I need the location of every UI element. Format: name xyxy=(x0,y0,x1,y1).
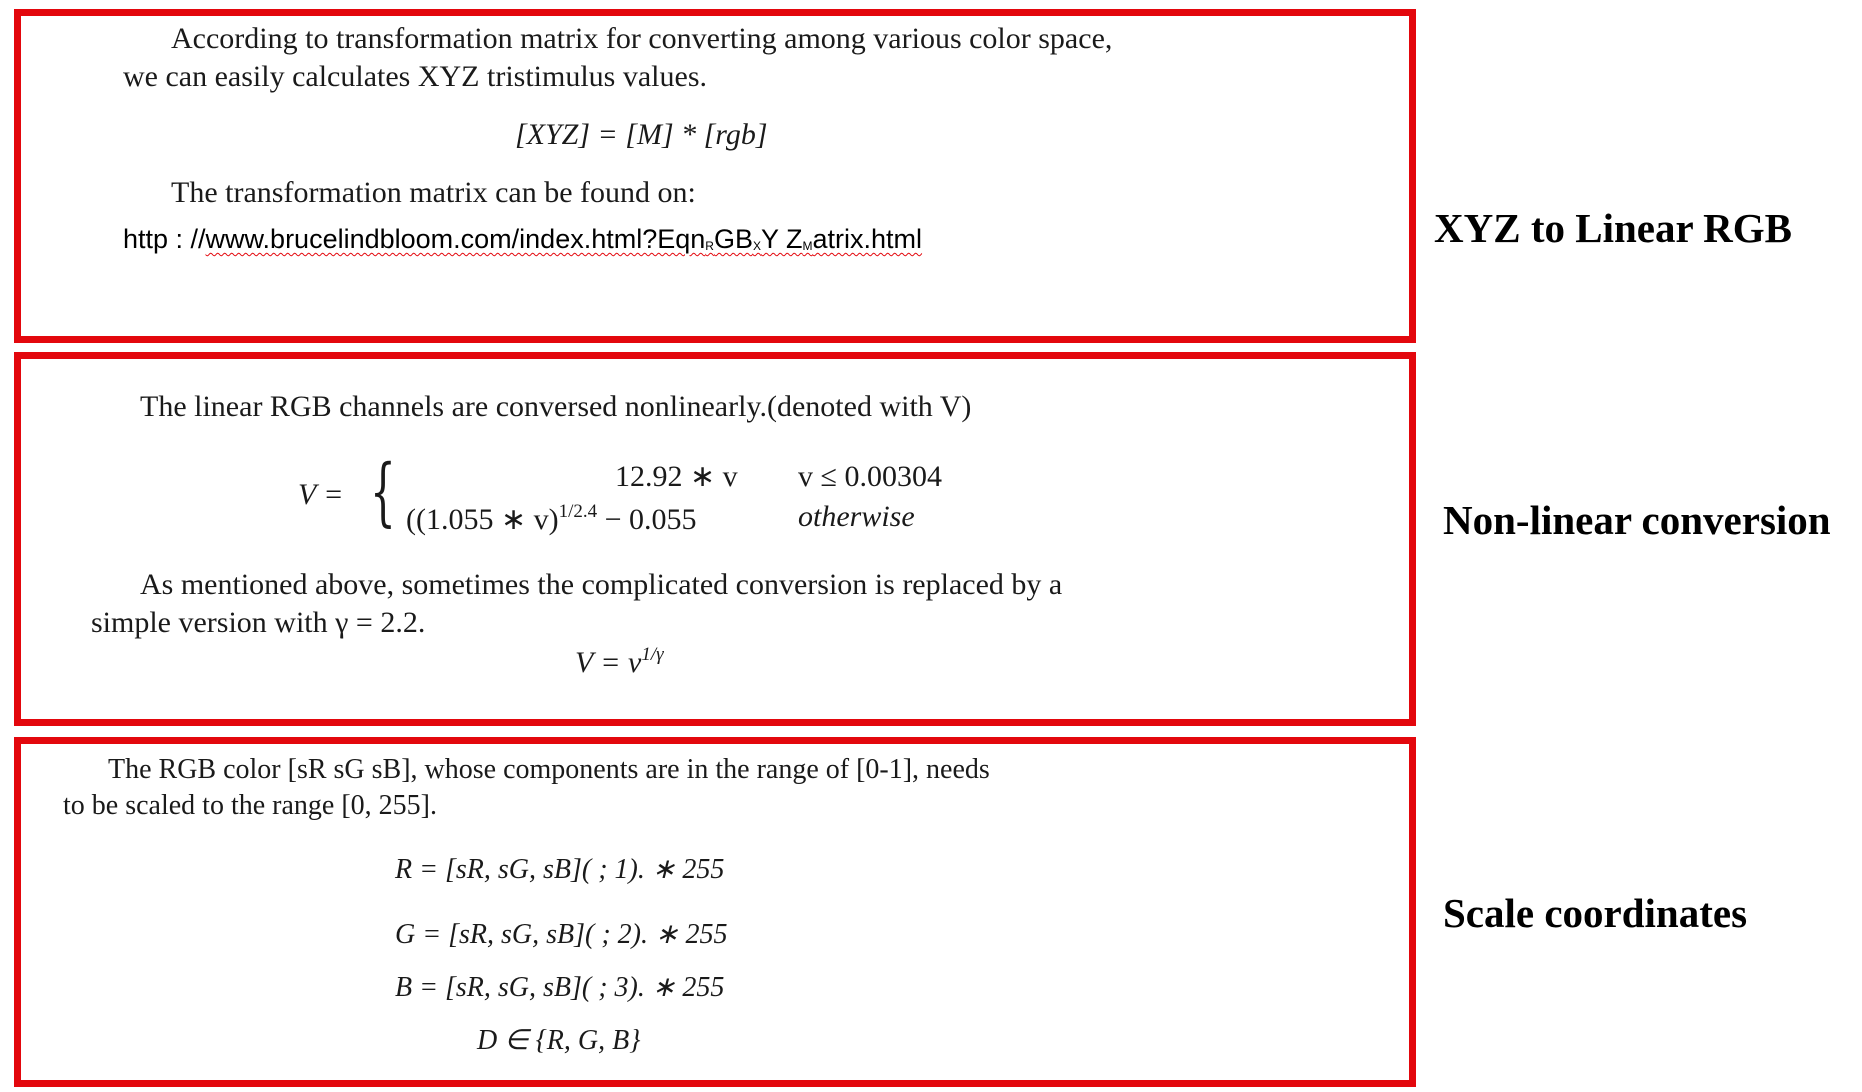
side-label-xyz-to-linear-rgb: XYZ to Linear RGB xyxy=(1434,205,1793,251)
equation-r: R = [sR, sG, sB]( ; 1). ∗ 255 xyxy=(395,854,725,885)
matrix-url-link[interactable] xyxy=(123,224,922,255)
section2-text-line3: simple version with γ = 2.2. xyxy=(91,606,426,639)
case1-condition: v ≤ 0.00304 xyxy=(798,460,942,493)
section3-text-line2: to be scaled to the range [0, 255]. xyxy=(63,790,437,821)
section3-text-line1: The RGB color [sR sG sB], whose components are in the range of [0-1], needs xyxy=(108,754,990,785)
section1-text-line1: According to transformation matrix for converting among various color space, xyxy=(171,22,1113,55)
section2-eq-lhs: V = xyxy=(298,478,344,511)
case2-condition: otherwise xyxy=(798,500,915,533)
url-prefix: http : // xyxy=(123,224,206,254)
side-label-non-linear-conversion: Non-linear conversion xyxy=(1443,497,1831,543)
section2-text-line2: As mentioned above, sometimes the complicated conversion is replaced by a xyxy=(140,568,1063,601)
case2-value: ((1.055 ∗ v)$^{1/2.4}$ − 0.055 xyxy=(406,501,697,536)
side-label-scale-coordinates: Scale coordinates xyxy=(1443,890,1748,936)
section1-text-line2: we can easily calculates XYZ tristimulus values. xyxy=(123,60,707,93)
equation-d: D ∈ {R, G, B} xyxy=(477,1025,641,1056)
left-brace-icon: { xyxy=(370,449,396,535)
case1-value: 12.92 ∗ v xyxy=(615,460,738,493)
gamma-equation: $V = v^{1/\gamma}$ xyxy=(575,644,664,679)
url-body: $www.brucelindbloom.com/index.html?Eqn_RGB_XY$ $Z_Matrix.html$ xyxy=(205,224,923,254)
section2-text-line1: The linear RGB channels are conversed nonlinearly.(denoted with V) xyxy=(140,390,972,423)
section1-text-line3: The transformation matrix can be found on: xyxy=(171,176,696,209)
equation-b: B = [sR, sG, sB]( ; 3). ∗ 255 xyxy=(395,972,725,1003)
equation-g: G = [sR, sG, sB]( ; 2). ∗ 255 xyxy=(395,919,728,950)
section1-equation: [XYZ] = [M] * [rgb] xyxy=(515,118,768,151)
